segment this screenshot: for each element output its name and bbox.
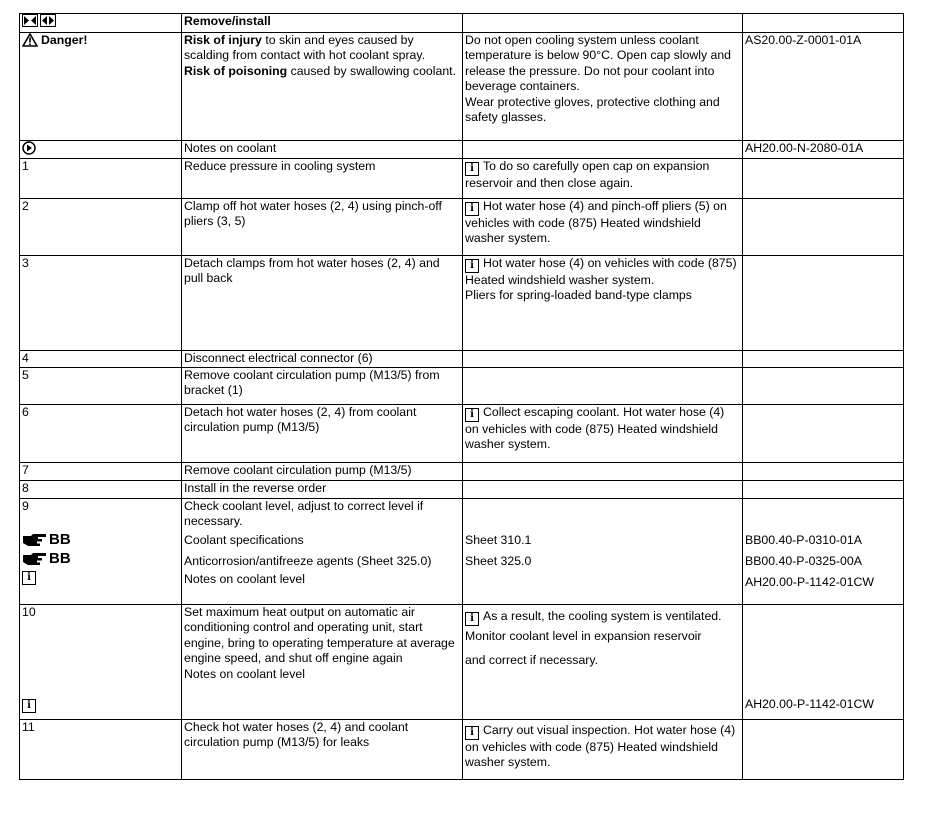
danger-measures: Do not open cooling system unless coolant temperature is below 90°C. Open cap slowly and release the pressure. Do not pour coolant into beverage containers. Wear protective gloves, protective clothing and safety glasses. [463,32,743,140]
step-note: i Collect escaping coolant. Hot water hose (4) on vehicles with code (875) Heated windshield washer system. [463,404,743,462]
step-text: Remove coolant circulation pump (M13/5) [182,462,463,480]
step-row [20,158,904,198]
info-box-icon: i [22,699,36,713]
header-icons-cell [20,14,182,33]
step-row [20,719,904,779]
step-row: 10 i Set maximum heat output on automatic air conditioning control and operating unit, start engine, bring to operating temperature at average engine speed, and shut off engine again Notes on coolant level i As a result, the cooling system is ventilated. Monitor coolant level in expansion reservoir and correct if necessary. AH20.00-P-1142-01CW [20,604,904,719]
step-text: Detach clamps from hot water hoses (2, 4) and pull back [182,255,463,350]
step-row [20,198,904,255]
header-row [20,14,904,33]
step-text: Check hot water hoses (2, 4) and coolant circulation pump (M13/5) for leaks [182,719,463,779]
info-box-icon: i [465,612,479,626]
step-row [20,480,904,498]
danger-row [20,32,904,140]
step-number: 8 [20,480,182,498]
step-note: i Carry out visual inspection. Hot water hose (4) on vehicles with code (875) Heated windshield washer system. [463,719,743,779]
step-text: Install in the reverse order [182,480,463,498]
step-text: Set maximum heat output on automatic air conditioning control and operating unit, start engine, bring to operating temperature at average engine speed, and shut off engine again [184,604,455,665]
step-text: Check coolant level, adjust to correct level if necessary. [184,498,424,528]
step-row [20,367,904,404]
step-number: 4 [20,350,182,367]
step-number: 7 [20,462,182,480]
step-text: Clamp off hot water hoses (2, 4) using pinch-off pliers (3, 5) [182,198,463,255]
procedure-table [19,13,904,780]
bb-reference-marker: BB [22,549,179,568]
info-box-icon: i [465,726,479,740]
remove-install-icon [22,16,62,30]
danger-ref: AS20.00-Z-0001-01A [743,32,904,140]
bb-reference-marker: BB [22,530,179,549]
danger-risks: Risk of injury to skin and eyes caused by scalding from contact with hot coolant spray. Risk of poisoning caused by swallowing coolant. [182,32,463,140]
step-row [20,462,904,480]
step-row: 9 BB BB i Check coolant level, adjust to correct level if necessary. Coolant specifications Anticorrosion/antifreeze agents (Sheet 325.0) Notes on coolant level Sheet 310.1 Sheet 325.0 BB00.40-P-0310-01A BB00.40-P-0325-00A AH20.00-P-1142-01CW [20,498,904,604]
step-text: Remove coolant circulation pump (M13/5) from bracket (1) [182,367,463,404]
step-row [20,255,904,350]
step-number: 2 [20,198,182,255]
step-number: 1 [20,158,182,198]
pointing-hand-icon [22,532,48,547]
notes-circle-icon [22,141,36,155]
step-row [20,404,904,462]
step-note: i Hot water hose (4) and pinch-off pliers (5) on vehicles with code (875) Heated windshield washer system. [463,198,743,255]
step-text: Disconnect electrical connector (6) [182,350,463,367]
info-box-icon: i [465,202,479,216]
pointing-hand-icon [22,551,48,566]
info-box-icon: i [22,571,36,585]
step-number: 5 [20,367,182,404]
step-number: 9 [22,498,29,513]
info-box-icon: i [465,408,479,422]
step-number: 6 [20,404,182,462]
header-title: Remove/install [182,14,463,33]
step-row [20,350,904,367]
info-box-icon: i [465,162,479,176]
step-number: 11 [20,719,182,779]
step-text: Reduce pressure in cooling system [182,158,463,198]
danger-label: Danger! [41,32,88,47]
step-number: 10 [22,604,36,619]
step-number: 3 [20,255,182,350]
warning-triangle-icon [22,33,38,47]
notes-row [20,140,904,158]
notes-text: Notes on coolant [182,140,463,158]
step-note: i To do so carefully open cap on expansion reservoir and then close again. [463,158,743,198]
step-note: i Hot water hose (4) on vehicles with code (875) Heated windshield washer system. Pliers for spring-loaded band-type clamps [463,255,743,350]
step-text: Detach hot water hoses (2, 4) from coolant circulation pump (M13/5) [182,404,463,462]
info-box-icon: i [465,259,479,273]
notes-ref: AH20.00-N-2080-01A [743,140,904,158]
